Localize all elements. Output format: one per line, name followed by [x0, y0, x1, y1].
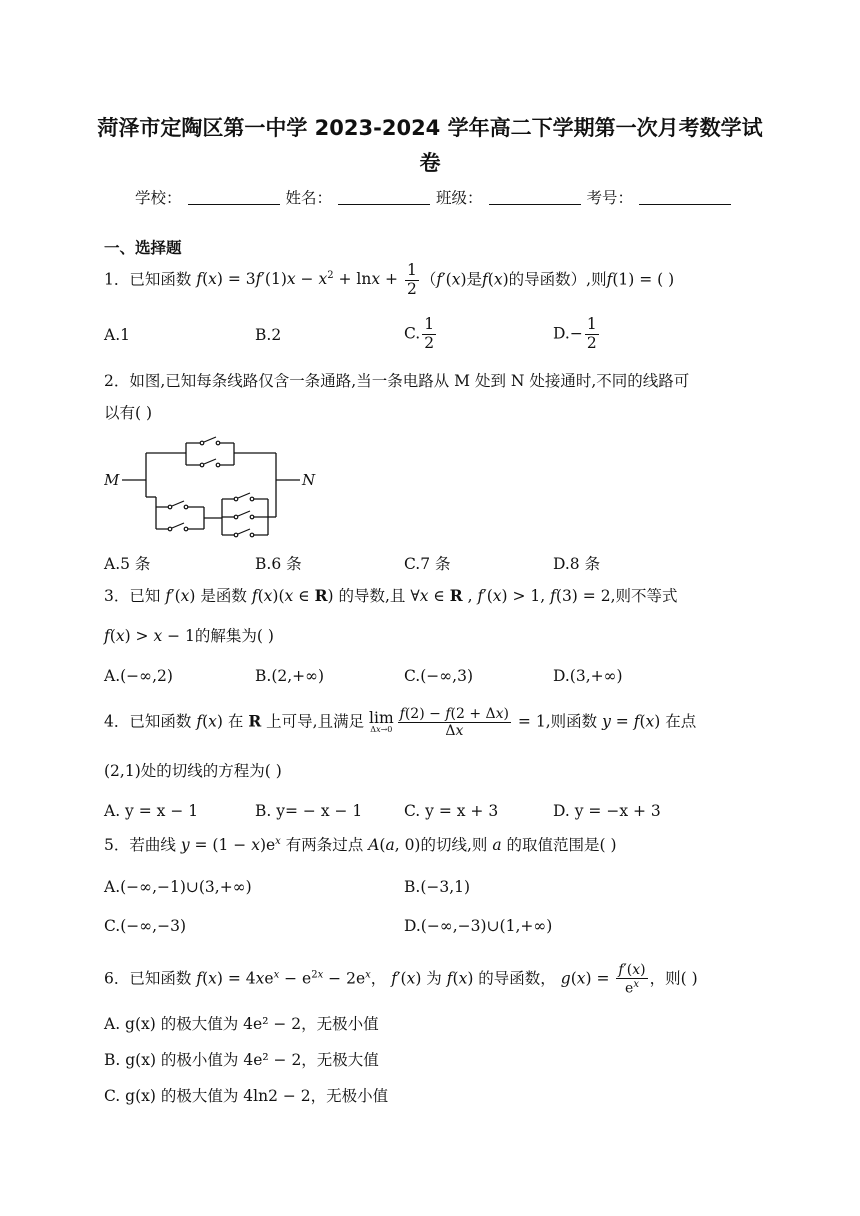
class-label: 班级： — [436, 189, 483, 207]
q3-option-c[interactable]: C.(−∞,3) — [404, 667, 474, 685]
name-label: 姓名： — [285, 189, 333, 207]
q1-option-b[interactable]: B.2 — [255, 326, 282, 344]
q6-option-b[interactable]: B. g(x) 的极小值为 4e² − 2，无极大值 — [104, 1051, 379, 1069]
q3-option-d[interactable]: D.(3,+∞) — [553, 667, 623, 685]
exam-title-line1: 菏泽市定陶区第一中学 2023-2024 学年高二下学期第一次月考数学试 — [97, 116, 763, 140]
q1-option-d[interactable]: D.− $\frac{1}{2}$ — [553, 315, 597, 352]
exam-title-line2: 卷 — [419, 151, 441, 175]
q4-option-d[interactable]: D. y = −x + 3 — [553, 802, 661, 820]
q1-option-c[interactable]: C. $\frac{1}{2}$ — [404, 315, 435, 352]
label-m: M — [104, 471, 120, 489]
question-1: 1．已知函数 $f(x) = 3f'(1)x - x^2 + \ln x$ + $\frac{1}{2}$ （f′(x)是f(x)的导函数）,则f(1) = ( ) — [104, 261, 675, 298]
q2-option-c[interactable]: C.7 条 — [404, 555, 451, 573]
question-6: 6．已知函数 $f(x) = 4xe^x - e^{2x} - 2e^x$， f′(x) 为 f(x) 的导函数， g(x) = $\frac{f'(x)}{e^x}$ ，则( ) — [104, 962, 698, 997]
q2-option-a[interactable]: A.5 条 — [104, 555, 151, 573]
q5-option-b[interactable]: B.(−3,1) — [404, 878, 471, 896]
question-5: 5．若曲线 $y = (1 - x)e^x$ 有两条过点 A(a, 0)的切线,则 a 的取值范围是( ) — [104, 836, 617, 855]
id-label: 考号： — [586, 189, 634, 207]
q5-option-d[interactable]: D.(−∞,−3)∪(1,+∞) — [404, 917, 553, 935]
question-2-line1: 2．如图,已知每条线路仅含一条通路,当一条电路从 M 处到 N 处接通时,不同的线路可 — [104, 372, 690, 390]
q1-option-a[interactable]: A.1 — [104, 326, 130, 344]
question-3-line2: f(x) > x − 1的解集为( ) — [104, 627, 274, 645]
label-n: N — [302, 471, 316, 489]
section-heading: 一、选择题 — [104, 239, 182, 257]
q3-option-a[interactable]: A.(−∞,2) — [104, 667, 173, 685]
student-info-row — [135, 186, 737, 208]
q3-option-b[interactable]: B.(2,+∞) — [255, 667, 325, 685]
q5-option-a[interactable]: A.(−∞,−1)∪(3,+∞) — [104, 878, 252, 896]
question-2-line2: 以有( ) — [104, 404, 153, 422]
q2-option-b[interactable]: B.6 条 — [255, 555, 302, 573]
question-3-line1: 3．已知 f′(x) 是函数 f(x)(x ∈ R) 的导数,且 ∀x ∈ R , f′(x) > 1, f(3) = 2,则不等式 — [104, 586, 678, 605]
circuit-diagram — [104, 435, 334, 540]
question-4-line1: 4．已知函数 f(x) 在 R 上可导,且满足 lim Δx→0 $\frac{f(2) - f(2 + \Delta x)}{\Delta x}$ = 1,则函数 y = f(x) 在点 — [104, 706, 697, 740]
question-4-line2: (2,1)处的切线的方程为( ) — [104, 762, 282, 780]
q5-option-c[interactable]: C.(−∞,−3) — [104, 917, 187, 935]
class-blank[interactable] — [489, 204, 581, 205]
q4-option-a[interactable]: A. y = x − 1 — [104, 802, 199, 820]
id-blank[interactable] — [639, 204, 731, 205]
name-blank[interactable] — [338, 204, 430, 205]
school-label: 学校： — [135, 189, 182, 207]
q1-formula: $f(x) = 3f'(1)x - x^2 + \ln x$ + $\frac{1}{2}$ — [196, 261, 417, 298]
school-blank[interactable] — [188, 204, 280, 205]
q6-option-c[interactable]: C. g(x) 的极大值为 4ln2 − 2，无极小值 — [104, 1087, 389, 1105]
q6-option-a[interactable]: A. g(x) 的极大值为 4e² − 2，无极小值 — [104, 1015, 379, 1033]
q2-option-d[interactable]: D.8 条 — [553, 555, 601, 573]
q4-option-c[interactable]: C. y = x + 3 — [404, 802, 499, 820]
q4-option-b[interactable]: B. y= − x − 1 — [255, 802, 363, 820]
